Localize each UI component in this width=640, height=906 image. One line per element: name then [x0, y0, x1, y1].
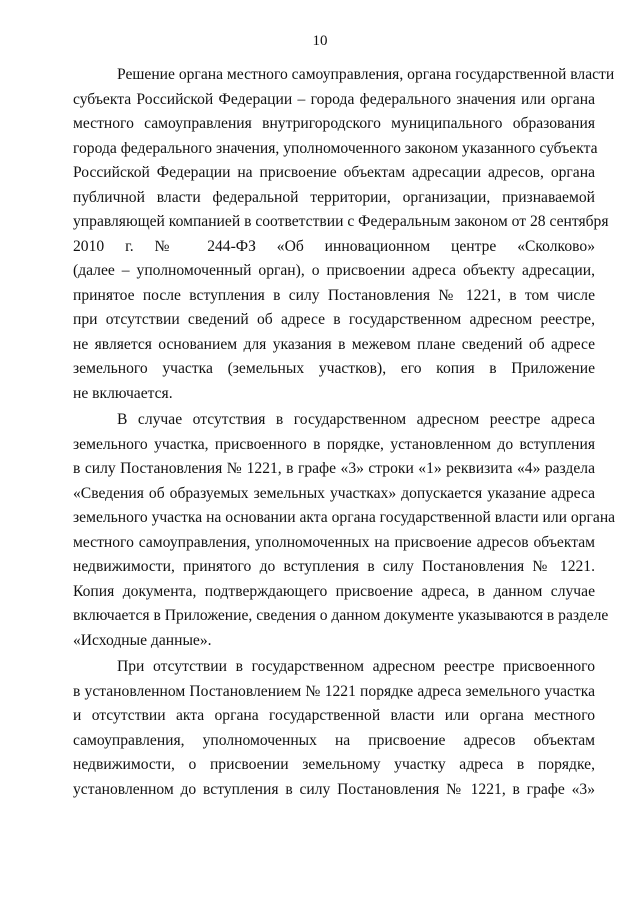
paragraph — [73, 655, 595, 802]
paragraph-line: земельного участка (земельных участков), его копия в Приложение — [73, 360, 595, 377]
paragraph-line: самоуправления, уполномоченных на присвоение адресов объектам — [73, 731, 595, 749]
paragraph-line: установленном до вступления в силу Постановления № 1221, в графе «3» — [73, 780, 595, 798]
paragraph-line: включается в Приложение, сведения о данном документе указываются в разделе — [73, 607, 609, 624]
paragraph-line: «Сведения об образуемых земельных участках» допускается указание адреса — [73, 484, 595, 502]
paragraph-line: земельного участка на основании акта органа государственной власти или органа — [73, 509, 616, 526]
paragraph-line: Копия документа, подтверждающего присвоение адреса, в данном случае — [73, 582, 595, 600]
paragraph-line: в силу Постановления № 1221, в графе «3» строки «1» реквизита «4» раздела — [73, 460, 595, 477]
paragraph — [73, 408, 616, 653]
paragraph-line: (далее – уполномоченный орган), о присвоении адреса объекту адресации, — [73, 262, 595, 279]
paragraph-line: местного самоуправления внутригородского муниципального образования — [73, 115, 595, 132]
paragraph-line: не включается. — [73, 384, 173, 402]
paragraph-line: при отсутствии сведений об адресе в государственном адресном реестре, — [73, 311, 595, 328]
paragraph-line: принятое после вступления в силу Постановления № 1221, в том числе — [73, 286, 595, 304]
paragraph-line: субъекта Российской Федерации – города федерального значения или органа — [73, 90, 595, 108]
paragraph-line: управляющей компанией в соответствии с Федеральным законом от 28 сентября — [73, 213, 609, 230]
paragraph-line: города федерального значения, уполномоченного законом указанного субъекта — [73, 139, 598, 157]
paragraph-line: недвижимости, принятого до вступления в силу Постановления № 1221. — [73, 558, 595, 575]
page-number: 10 — [312, 33, 328, 49]
paragraph — [73, 63, 615, 406]
paragraph-line: Решение органа местного самоуправления, органа государственной власти — [117, 66, 615, 83]
paragraph-line: В случае отсутствия в государственном адресном реестре адреса — [117, 411, 595, 428]
paragraph-line: местного самоуправления, уполномоченных на присвоение адресов объектам — [73, 533, 595, 551]
paragraph-line: и отсутствии акта органа государственной власти или органа местного — [73, 707, 595, 724]
paragraph-line: публичной власти федеральной территории, организации, признаваемой — [73, 188, 595, 206]
paragraph-line: «Исходные данные». — [73, 631, 212, 649]
paragraph-line: 2010 г. № 244-ФЗ «Об инновационном центре «Сколково» — [73, 237, 595, 255]
paragraph-line: недвижимости, о присвоении земельному участку адреса в порядке, — [73, 756, 595, 773]
paragraph-line: не является основанием для указания в межевом плане сведений об адресе — [73, 335, 595, 353]
paragraph-line: При отсутствии в государственном адресном реестре присвоенного — [117, 658, 595, 675]
paragraph-line: в установленном Постановлением № 1221 порядке адреса земельного участка — [73, 682, 595, 700]
paragraph-line: Российской Федерации на присвоение объектам адресации адресов, органа — [73, 164, 595, 181]
document-body — [73, 63, 616, 802]
paragraph-line: земельного участка, присвоенного в порядке, установленном до вступления — [73, 435, 595, 453]
